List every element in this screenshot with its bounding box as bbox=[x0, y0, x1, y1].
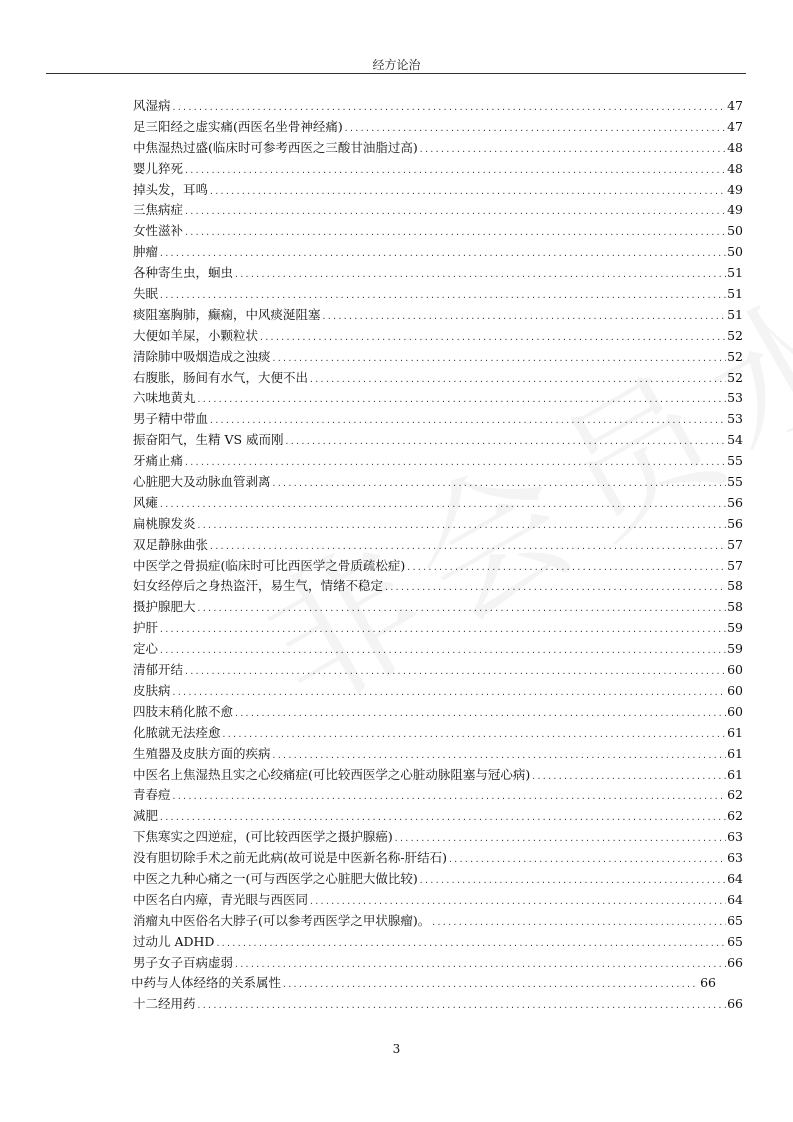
toc-entry-page: 58 bbox=[727, 599, 743, 615]
toc-entry-title: 中医名白内瘴，青光眼与西医同 bbox=[133, 891, 309, 907]
toc-entry-page: 65 bbox=[727, 933, 743, 949]
toc-entry-page: 61 bbox=[727, 745, 743, 761]
dot-leader bbox=[209, 537, 726, 558]
toc-entry-page: 62 bbox=[727, 808, 743, 824]
toc-entry[interactable] bbox=[133, 827, 743, 848]
toc-entry-page: 49 bbox=[727, 181, 743, 197]
toc-entry[interactable] bbox=[133, 535, 743, 556]
toc-entry-page: 60 bbox=[727, 703, 743, 719]
toc-entry-page: 57 bbox=[727, 536, 743, 552]
toc-entry-title: 中医之九种心痛之一(可与西医学之心脏肥大做比较) bbox=[133, 870, 418, 886]
toc-entry[interactable] bbox=[133, 932, 743, 953]
toc-entry[interactable] bbox=[133, 869, 743, 890]
toc-entry[interactable] bbox=[133, 556, 743, 577]
toc-entry-page: 53 bbox=[727, 411, 743, 427]
dot-leader bbox=[197, 390, 727, 411]
toc-entry-page: 61 bbox=[727, 766, 743, 782]
toc-entry[interactable] bbox=[133, 660, 743, 681]
toc-entry-title: 肿瘤 bbox=[133, 244, 159, 260]
dot-leader bbox=[159, 286, 726, 307]
toc-entry-title: 女性滋补 bbox=[133, 223, 184, 239]
toc-entry-page: 56 bbox=[727, 494, 743, 510]
dot-leader bbox=[159, 495, 726, 516]
toc-entry-page: 51 bbox=[727, 286, 743, 302]
toc-entry-title: 大便如羊屎，小颗粒状 bbox=[133, 327, 259, 343]
toc-entry[interactable] bbox=[133, 514, 743, 535]
toc-entry-page: 63 bbox=[727, 829, 743, 845]
toc-entry-page: 64 bbox=[727, 891, 743, 907]
dot-leader bbox=[184, 161, 726, 182]
toc-entry-title: 清除肺中吸烟造成之浊痰 bbox=[133, 348, 271, 364]
toc-entry-page: 60 bbox=[727, 682, 743, 698]
dot-leader bbox=[209, 411, 726, 432]
toc-entry-title: 风湿病 bbox=[133, 98, 171, 113]
toc-entry-page: 60 bbox=[727, 662, 743, 678]
toc-entry-page: 59 bbox=[727, 620, 743, 636]
toc-entry-page: 62 bbox=[727, 787, 743, 803]
toc-entry-page: 55 bbox=[727, 474, 743, 490]
dot-leader bbox=[309, 892, 726, 913]
toc-entry-title: 妇女经停后之身热盗汗，易生气，情绪不稳定 bbox=[133, 578, 384, 594]
toc-entry-title: 过动儿 ADHD bbox=[133, 933, 215, 949]
toc-entry[interactable] bbox=[133, 180, 743, 201]
toc-entry[interactable] bbox=[133, 472, 743, 493]
dot-leader bbox=[184, 223, 726, 244]
dot-leader bbox=[215, 934, 726, 955]
toc-entry[interactable] bbox=[133, 200, 743, 221]
toc-entry-title: 下焦寒实之四逆症，(可比较西医学之摄护腺癌) bbox=[133, 829, 393, 845]
toc-entry-title: 男子精中带血 bbox=[133, 411, 209, 427]
toc-entry-page: 49 bbox=[727, 202, 743, 218]
toc-entry-title: 中焦湿热过盛(临床时可参考西医之三酸甘油脂过高) bbox=[133, 139, 418, 155]
toc-entry-title: 皮肤病 bbox=[133, 682, 171, 698]
toc-entry-page: 66 bbox=[727, 996, 743, 1012]
page-header-title: 经方论治 bbox=[372, 58, 421, 72]
toc-entry-title: 化脓就无法痊愈 bbox=[133, 724, 221, 740]
toc-entry[interactable] bbox=[133, 451, 743, 472]
toc-entry[interactable] bbox=[133, 848, 743, 869]
toc-entry[interactable] bbox=[133, 744, 743, 765]
dot-leader bbox=[209, 182, 726, 203]
toc-entry[interactable] bbox=[133, 723, 743, 744]
table-of-contents bbox=[133, 96, 743, 1015]
dot-leader bbox=[419, 140, 726, 161]
toc-entry-page: 51 bbox=[727, 306, 743, 322]
toc-entry-page: 64 bbox=[727, 870, 743, 886]
toc-entry[interactable] bbox=[133, 305, 743, 326]
dot-leader bbox=[197, 996, 727, 1017]
toc-entry-title: 消瘤丸中医俗名大脖子(可以参考西医学之甲状腺瘤)。 bbox=[133, 912, 431, 928]
dot-leader bbox=[344, 119, 726, 140]
toc-entry[interactable] bbox=[133, 263, 743, 284]
toc-entry-title: 痰阻塞胸肺，癫痫，中风痰涎阻塞 bbox=[133, 306, 321, 322]
toc-entry[interactable] bbox=[133, 409, 743, 430]
dot-leader bbox=[531, 767, 726, 788]
toc-entry-page: 48 bbox=[727, 160, 743, 176]
toc-entry-page: 59 bbox=[727, 641, 743, 657]
toc-entry-title: 生殖器及皮肤方面的疾病 bbox=[133, 745, 271, 761]
toc-entry-title: 双足静脉曲张 bbox=[133, 536, 209, 552]
toc-entry[interactable] bbox=[133, 618, 743, 639]
dot-leader bbox=[419, 871, 726, 892]
toc-entry[interactable] bbox=[133, 597, 743, 618]
header-rule bbox=[46, 73, 746, 74]
toc-entry-title: 没有胆切除手术之前无此病(故可说是中医新名称-肝结石) bbox=[133, 850, 447, 866]
dot-leader bbox=[282, 975, 697, 996]
dot-leader bbox=[184, 202, 726, 223]
toc-entry-page: 47 bbox=[727, 98, 743, 113]
toc-entry-page: 61 bbox=[727, 724, 743, 740]
toc-entry-title: 清郁开结 bbox=[133, 662, 184, 678]
toc-entry-title: 中医学之骨损症(临床时可比西医学之骨质疏松症) bbox=[133, 557, 406, 573]
dot-leader bbox=[172, 683, 727, 704]
toc-entry-page: 52 bbox=[727, 327, 743, 343]
dot-leader bbox=[394, 829, 726, 850]
toc-entry[interactable] bbox=[133, 221, 743, 242]
toc-entry[interactable] bbox=[133, 430, 743, 451]
toc-entry-title: 中医名上焦湿热且实之心绞痛症(可比较西医学之心脏动脉阻塞与冠心病) bbox=[133, 766, 531, 782]
toc-entry-title: 足三阳经之虚实痛(西医名坐骨神经痛) bbox=[133, 118, 343, 134]
toc-entry-title: 四肢末稍化脓不愈 bbox=[133, 703, 234, 719]
dot-leader bbox=[222, 725, 727, 746]
toc-entry-page: 55 bbox=[727, 453, 743, 469]
toc-entry[interactable] bbox=[133, 681, 743, 702]
toc-entry[interactable] bbox=[133, 326, 743, 347]
dot-leader bbox=[272, 746, 727, 767]
toc-entry-title: 右腹胀，肠间有水气，大便不出 bbox=[133, 369, 309, 385]
toc-entry[interactable] bbox=[133, 96, 743, 117]
toc-entry[interactable] bbox=[131, 973, 716, 994]
toc-entry[interactable] bbox=[133, 911, 743, 932]
dot-leader bbox=[184, 662, 726, 683]
dot-leader bbox=[285, 432, 727, 453]
toc-entry-title: 摄护腺肥大 bbox=[133, 599, 196, 615]
toc-entry-page: 65 bbox=[727, 912, 743, 928]
toc-entry-title: 定心 bbox=[133, 641, 159, 657]
toc-entry-title: 婴儿猝死 bbox=[133, 160, 184, 176]
toc-entry-page: 66 bbox=[700, 975, 716, 991]
toc-entry[interactable] bbox=[133, 890, 743, 911]
toc-entry-page: 63 bbox=[727, 850, 743, 866]
dot-leader bbox=[272, 474, 727, 495]
toc-entry[interactable] bbox=[133, 806, 743, 827]
toc-entry[interactable] bbox=[133, 639, 743, 660]
toc-entry-page: 52 bbox=[727, 348, 743, 364]
toc-entry-page: 48 bbox=[727, 139, 743, 155]
dot-leader bbox=[159, 620, 726, 641]
toc-entry-title: 青春痘 bbox=[133, 787, 171, 803]
toc-entry-title: 失眠 bbox=[133, 286, 159, 302]
dot-leader bbox=[172, 787, 727, 808]
toc-entry-page: 51 bbox=[727, 265, 743, 281]
toc-entry-page: 53 bbox=[727, 390, 743, 406]
toc-entry[interactable] bbox=[133, 765, 743, 786]
dot-leader bbox=[309, 370, 726, 391]
toc-entry-title: 护肝 bbox=[133, 620, 159, 636]
page-number: 3 bbox=[392, 1042, 401, 1056]
toc-entry-title: 减肥 bbox=[133, 808, 159, 824]
toc-entry-title: 掉头发，耳鸣 bbox=[133, 181, 209, 197]
dot-leader bbox=[234, 955, 726, 976]
toc-entry-page: 57 bbox=[727, 557, 743, 573]
toc-entry[interactable] bbox=[133, 347, 743, 368]
toc-entry-title: 三焦病症 bbox=[133, 202, 184, 218]
toc-entry-title: 风瘫 bbox=[133, 494, 159, 510]
toc-entry-page: 56 bbox=[727, 515, 743, 531]
toc-entry[interactable] bbox=[133, 388, 743, 409]
dot-leader bbox=[172, 98, 727, 119]
toc-entry[interactable] bbox=[133, 493, 743, 514]
toc-entry-title: 十二经用药 bbox=[133, 996, 196, 1012]
dot-leader bbox=[159, 641, 726, 662]
toc-entry-title: 心脏肥大及动脉血管剥离 bbox=[133, 474, 271, 490]
dot-leader bbox=[234, 265, 726, 286]
dot-leader bbox=[184, 453, 726, 474]
toc-entry-page: 52 bbox=[727, 369, 743, 385]
dot-leader bbox=[234, 704, 726, 725]
dot-leader bbox=[406, 558, 726, 579]
toc-entry-title: 振奋阳气，生精 VS 威而刚 bbox=[133, 432, 284, 448]
toc-entry-title: 中药与人体经络的关系属性 bbox=[131, 975, 282, 991]
toc-entry-page: 50 bbox=[727, 223, 743, 239]
toc-entry-page: 66 bbox=[727, 954, 743, 970]
dot-leader bbox=[384, 578, 726, 599]
toc-entry[interactable] bbox=[133, 576, 743, 597]
dot-leader bbox=[159, 808, 726, 829]
toc-entry[interactable] bbox=[133, 953, 743, 974]
dot-leader bbox=[272, 349, 727, 370]
toc-entry-page: 47 bbox=[727, 118, 743, 134]
toc-entry-page: 58 bbox=[727, 578, 743, 594]
toc-entry-title: 牙痛止痛 bbox=[133, 453, 184, 469]
toc-entry[interactable] bbox=[133, 159, 743, 180]
toc-entry[interactable] bbox=[133, 284, 743, 305]
toc-entry[interactable] bbox=[133, 368, 743, 389]
toc-entry[interactable] bbox=[133, 994, 743, 1015]
toc-entry[interactable] bbox=[133, 117, 743, 138]
toc-entry-title: 男子女子百病虚弱 bbox=[133, 954, 234, 970]
toc-entry[interactable] bbox=[133, 242, 743, 263]
toc-entry[interactable] bbox=[133, 138, 743, 159]
toc-entry-page: 50 bbox=[727, 244, 743, 260]
dot-leader bbox=[431, 913, 726, 934]
toc-entry-title: 各种寄生虫，蛔虫 bbox=[133, 265, 234, 281]
dot-leader bbox=[259, 328, 726, 349]
toc-entry-title: 六味地黄丸 bbox=[133, 390, 196, 406]
toc-entry-title: 扁桃腺发炎 bbox=[133, 515, 196, 531]
toc-entry[interactable] bbox=[133, 785, 743, 806]
toc-entry-page: 54 bbox=[727, 432, 743, 448]
toc-entry[interactable] bbox=[133, 702, 743, 723]
dot-leader bbox=[197, 599, 727, 620]
dot-leader bbox=[197, 516, 727, 537]
dot-leader bbox=[322, 307, 727, 328]
dot-leader bbox=[159, 244, 726, 265]
dot-leader bbox=[448, 850, 726, 871]
